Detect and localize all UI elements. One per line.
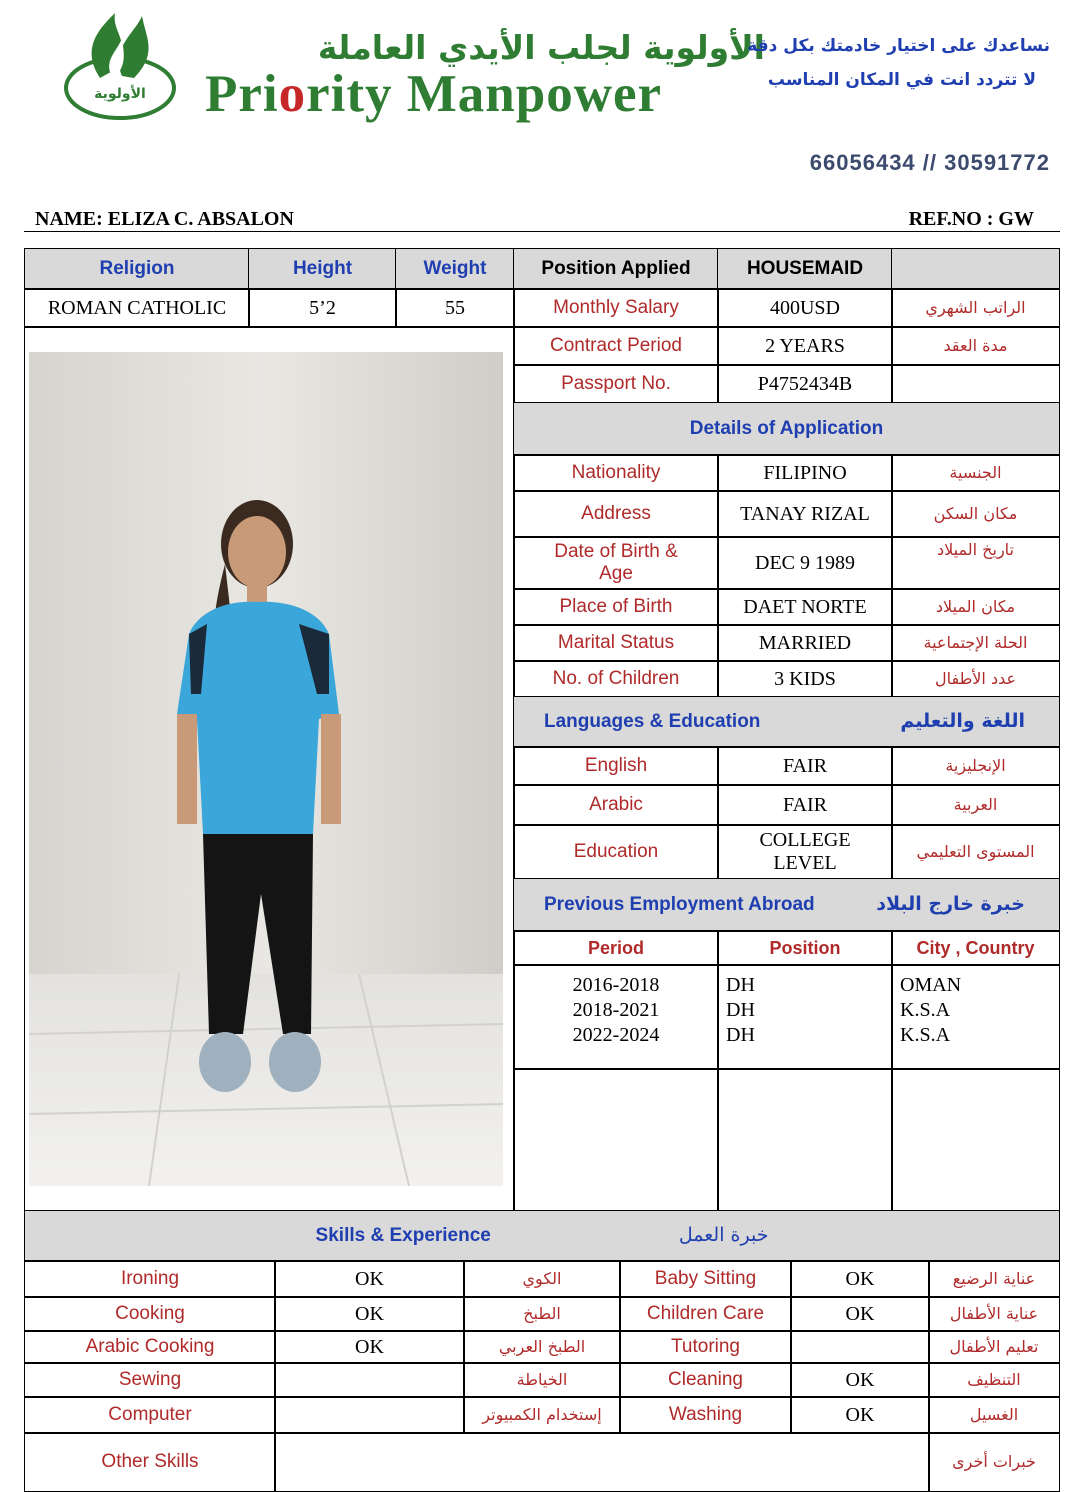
weight-header: Weight — [395, 248, 515, 290]
date-of-birth-arabic: تاريخ الميلاد — [891, 536, 1060, 590]
languages-section-title: Languages & Education — [544, 711, 761, 733]
employment-position: DH — [726, 999, 755, 1021]
employment-position: DH — [726, 1024, 755, 1046]
arabic-label: Arabic — [513, 784, 719, 826]
position-applied-blank — [891, 248, 1060, 290]
religion-value: ROMAN CATHOLIC — [24, 288, 250, 328]
logo-text: الأولوية — [94, 86, 146, 102]
employment-location: K.S.A — [900, 1024, 951, 1046]
position-applied-value: HOUSEMAID — [717, 248, 893, 290]
passport-label: Passport No. — [513, 364, 719, 404]
monthly-salary-arabic: الراتب الشهري — [891, 288, 1060, 328]
skill-baby-sitting-label: Baby Sitting — [619, 1260, 792, 1298]
company-logo-icon — [60, 8, 180, 126]
place-of-birth-arabic: مكان الميلاد — [891, 588, 1060, 626]
details-section-title: Details of Application — [513, 402, 1060, 456]
employment-period: 2018-2021 — [572, 999, 660, 1021]
employment-position: DH — [726, 974, 755, 996]
skill-tutoring-arabic: تعليم الأطفال — [928, 1330, 1060, 1364]
employment-section-title: Previous Employment Abroad — [544, 894, 815, 916]
skill-ironing-label: Ironing — [24, 1260, 276, 1298]
skill-cooking-value: OK — [274, 1296, 465, 1332]
nationality-label: Nationality — [513, 454, 719, 492]
skill-baby-sitting-value: OK — [790, 1260, 930, 1298]
skill-baby-sitting-arabic: عناية الرضيع — [928, 1260, 1060, 1298]
children-label: No. of Children — [513, 660, 719, 698]
skill-sewing-arabic: الخياطة — [463, 1362, 621, 1398]
phone-numbers: 66056434 // 30591772 — [809, 150, 1050, 175]
skill-children-care-arabic: عناية الأطفال — [928, 1296, 1060, 1332]
reference-number: REF.NO : GW — [908, 208, 1034, 230]
applicant-photo-icon — [29, 334, 503, 1186]
skill-arabic-cooking-arabic: الطبخ العربي — [463, 1330, 621, 1364]
employment-period-column — [513, 964, 719, 1070]
passport-value: P4752434B — [717, 364, 893, 404]
education-value: COLLEGE LEVEL — [717, 824, 893, 880]
employment-section-title-arabic: خبرة خارج البلاد — [876, 893, 1025, 916]
place-of-birth-label: Place of Birth — [513, 588, 719, 626]
height-header: Height — [248, 248, 397, 290]
arabic-arabic: العربية — [891, 784, 1060, 826]
employment-location-column — [891, 964, 1060, 1070]
employment-location: OMAN — [900, 974, 962, 996]
skill-cleaning-value: OK — [790, 1362, 930, 1398]
marital-status-label: Marital Status — [513, 624, 719, 662]
employment-position-column — [717, 964, 893, 1070]
skills-section-title: Skills & Experience — [315, 1225, 491, 1247]
nationality-value: FILIPINO — [717, 454, 893, 492]
employment-period: 2016-2018 — [572, 974, 660, 996]
skills-section-title-arabic: خبرة العمل — [678, 1224, 769, 1247]
skill-arabic-cooking-label: Arabic Cooking — [24, 1330, 276, 1364]
skill-cooking-arabic: الطبخ — [463, 1296, 621, 1332]
marital-status-value: MARRIED — [717, 624, 893, 662]
slogan-line-1: نساعدك على اختيار خادمتك بكل دقة — [747, 36, 1050, 56]
employment-section-header — [513, 878, 1060, 932]
employment-blank-cell — [717, 1068, 893, 1212]
location-header: City , Country — [891, 930, 1060, 966]
skill-washing-arabic: الغسيل — [928, 1396, 1060, 1434]
religion-header: Religion — [24, 248, 250, 290]
education-arabic: المستوى التعليمي — [891, 824, 1060, 880]
skill-tutoring-value — [790, 1330, 930, 1364]
monthly-salary-label: Monthly Salary — [513, 288, 719, 328]
date-of-birth-value: DEC 9 1989 — [717, 536, 893, 590]
cv-form-grid — [24, 248, 1060, 1488]
english-value: FAIR — [717, 746, 893, 786]
height-value: 5’2 — [248, 288, 397, 328]
arabic-value: FAIR — [717, 784, 893, 826]
weight-value: 55 — [395, 288, 515, 328]
other-skills-value — [274, 1432, 930, 1492]
employment-blank-cell — [513, 1068, 719, 1212]
children-value: 3 KIDS — [717, 660, 893, 698]
brand-name-arabic: الأولوية لجلب الأيدي العاملة — [317, 28, 765, 67]
languages-section-header — [513, 696, 1060, 748]
education-label: Education — [513, 824, 719, 880]
skill-computer-arabic: إستخدام الكمبيوتر — [463, 1396, 621, 1434]
children-arabic: عدد الأطفال — [891, 660, 1060, 698]
other-skills-label: Other Skills — [24, 1432, 276, 1492]
place-of-birth-value: DAET NORTE — [717, 588, 893, 626]
passport-arabic — [891, 364, 1060, 404]
skills-section-header — [24, 1210, 1060, 1262]
period-header: Period — [513, 930, 719, 966]
employment-location: K.S.A — [900, 999, 951, 1021]
date-of-birth-label: Date of Birth & Age — [513, 536, 719, 590]
skill-cooking-label: Cooking — [24, 1296, 276, 1332]
position-applied-header: Position Applied — [513, 248, 719, 290]
skill-cleaning-arabic: التنظيف — [928, 1362, 1060, 1398]
brand-name-english: Priority Manpower — [205, 65, 663, 123]
skill-ironing-arabic: الكوي — [463, 1260, 621, 1298]
skill-sewing-value — [274, 1362, 465, 1398]
nationality-arabic: الجنسية — [891, 454, 1060, 492]
languages-section-title-arabic: اللغة والتعليم — [900, 710, 1025, 733]
skill-computer-label: Computer — [24, 1396, 276, 1434]
contract-period-arabic: مدة العقد — [891, 326, 1060, 366]
skill-children-care-label: Children Care — [619, 1296, 792, 1332]
position-header: Position — [717, 930, 893, 966]
monthly-salary-value: 400USD — [717, 288, 893, 328]
address-value: TANAY RIZAL — [717, 490, 893, 538]
address-arabic: مكان السكن — [891, 490, 1060, 538]
skill-washing-label: Washing — [619, 1396, 792, 1434]
skill-arabic-cooking-value: OK — [274, 1330, 465, 1364]
address-label: Address — [513, 490, 719, 538]
employment-blank-cell — [891, 1068, 1060, 1212]
marital-status-arabic: الحلة الإجتماعية — [891, 624, 1060, 662]
skill-children-care-value: OK — [790, 1296, 930, 1332]
skill-cleaning-label: Cleaning — [619, 1362, 792, 1398]
slogan-line-2: لا تتردد انت في المكان المناسب — [767, 70, 1036, 90]
skill-sewing-label: Sewing — [24, 1362, 276, 1398]
other-skills-arabic: خبرات أخرى — [928, 1432, 1060, 1492]
header-divider — [24, 231, 1060, 232]
skill-computer-value — [274, 1396, 465, 1434]
applicant-name: NAME: ELIZA C. ABSALON — [35, 208, 294, 230]
contract-period-label: Contract Period — [513, 326, 719, 366]
skill-tutoring-label: Tutoring — [619, 1330, 792, 1364]
employment-period: 2022-2024 — [572, 1024, 660, 1046]
contract-period-value: 2 YEARS — [717, 326, 893, 366]
english-label: English — [513, 746, 719, 786]
skill-washing-value: OK — [790, 1396, 930, 1434]
skill-ironing-value: OK — [274, 1260, 465, 1298]
english-arabic: الإنجليزية — [891, 746, 1060, 786]
